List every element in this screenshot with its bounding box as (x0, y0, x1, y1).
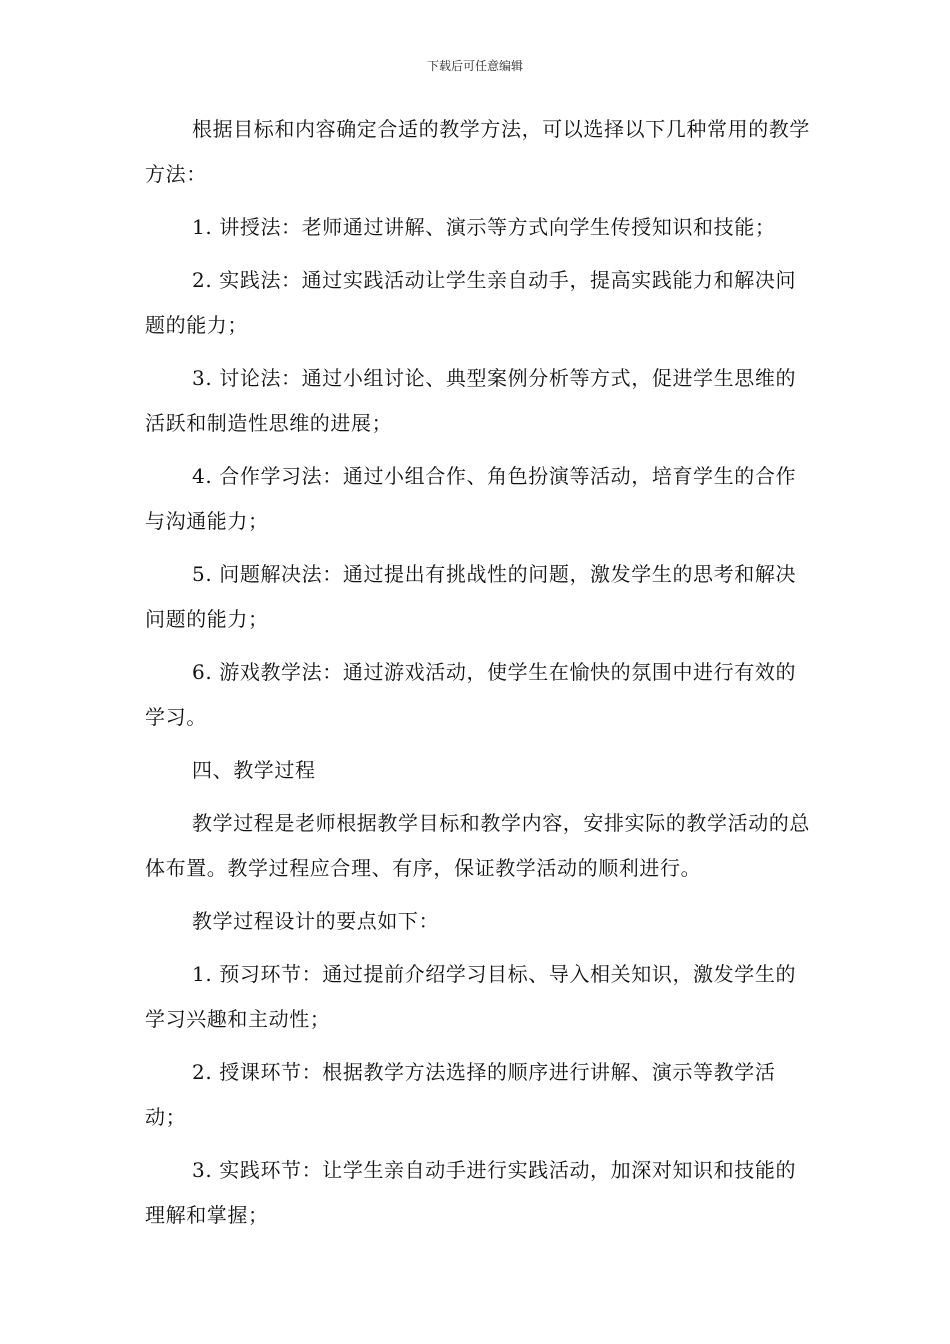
section-heading: 四、教学过程 (192, 758, 316, 782)
intro-paragraph: 根据目标和内容确定合适的教学方法，可以选择以下几种常用的教学方法： (145, 117, 810, 186)
method-item-4: 4. 合作学习法：通过小组合作、角色扮演等活动，培育学生的合作与沟通能力； (145, 464, 797, 533)
method-item-1: 1. 讲授法：老师通过讲解、演示等方式向学生传授知识和技能； (192, 215, 776, 239)
method-item-5: 5. 问题解决法：通过提出有挑战性的问题，激发学生的思考和解决问题的能力； (145, 562, 797, 631)
process-item-3: 3. 实践环节：让学生亲自动手进行实践活动，加深对知识和技能的理解和掌握； (145, 1158, 797, 1227)
process-points-intro: 教学过程设计的要点如下： (192, 909, 440, 933)
process-item-2: 2. 授课环节：根据教学方法选择的顺序进行讲解、演示等教学活动； (145, 1060, 776, 1129)
method-item-6: 6. 游戏教学法：通过游戏活动，使学生在愉快的氛围中进行有效的学习。 (145, 660, 797, 729)
method-item-3: 3. 讨论法：通过小组讨论、典型案例分析等方式，促进学生思维的活跃和制造性思维的进展； (145, 366, 797, 435)
document-body (145, 107, 815, 1246)
process-paragraph: 教学过程是老师根据教学目标和教学内容，安排实际的教学活动的总体布置。教学过程应合理、有序，保证教学活动的顺利进行。 (145, 811, 810, 880)
process-item-1: 1. 预习环节：通过提前介绍学习目标、导入相关知识，激发学生的学习兴趣和主动性； (145, 962, 797, 1031)
page-header: 下载后可任意编辑 (426, 59, 523, 73)
method-item-2: 2. 实践法：通过实践活动让学生亲自动手，提高实践能力和解决问题的能力； (145, 268, 797, 337)
